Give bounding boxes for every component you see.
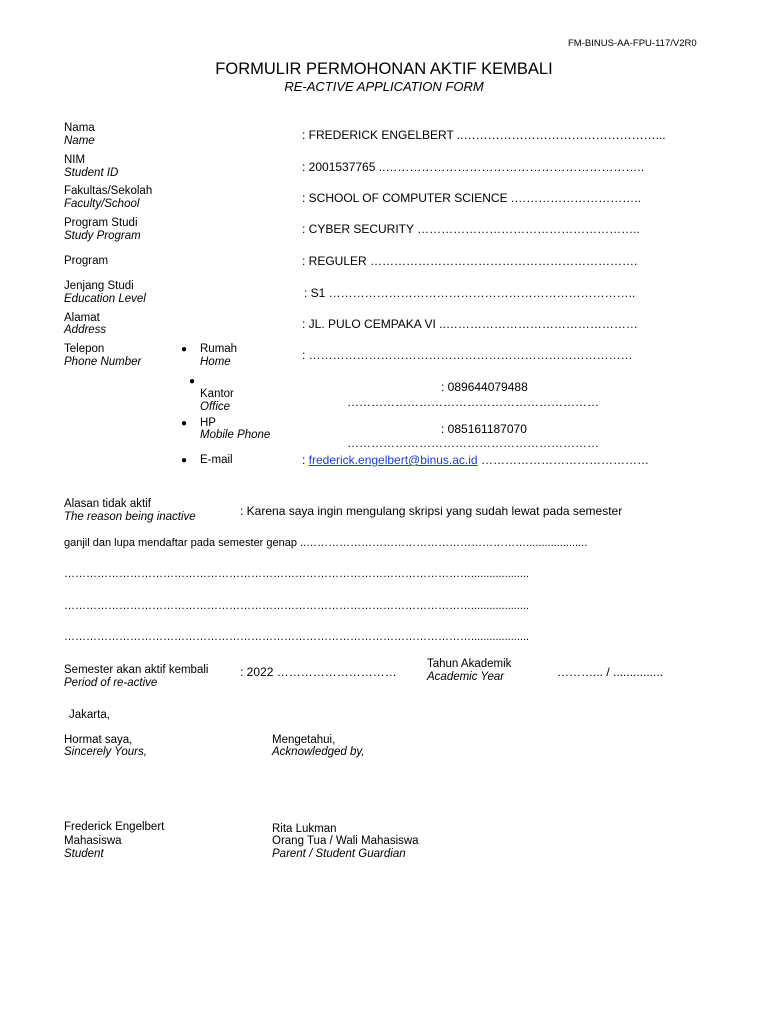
reason-line-5: …………………………………………………………………………………………………................... — [64, 631, 530, 643]
form-title: FORMULIR PERMOHONAN AKTIF KEMBALI — [215, 60, 553, 78]
bullet-icon: ● — [181, 418, 188, 429]
student-name: Frederick Engelbert — [64, 821, 165, 833]
home-phone-label-en: Home — [200, 356, 231, 368]
reason-line-1: : Karena saya ingin mengulang skripsi yang sudah lewat pada semester — [240, 504, 623, 518]
office-phone-label: Kantor — [200, 388, 234, 400]
faculty-label: Fakultas/Sekolah — [64, 185, 153, 197]
reason-line-3: …………………………………………………………………………………………………................... — [64, 568, 530, 580]
address-label: Alamat — [64, 312, 100, 324]
reason-label: Alasan tidak aktif — [64, 498, 151, 510]
name-value: : FREDERICK ENGELBERT ..…………………………………………... — [302, 128, 666, 142]
guardian-role: Orang Tua / Wali Mahasiswa — [272, 835, 419, 847]
form-subtitle: RE-ACTIVE APPLICATION FORM — [284, 79, 484, 94]
nim-value: : 2001537765 ..……………………………………………………….. — [302, 160, 645, 174]
semester-label-en: Period of re-active — [64, 677, 158, 689]
bullet-icon: ● — [181, 455, 188, 466]
mobile-phone-value: : 085161187070 — [441, 422, 527, 436]
student-role-en: Student — [64, 848, 104, 860]
program-value: : REGULER …………………………………………………………. — [302, 254, 638, 268]
name-label: Nama — [64, 122, 95, 134]
home-phone-label: Rumah — [200, 343, 238, 355]
ack-label-en: Acknowledged by, — [272, 746, 365, 758]
study-program-label-en: Study Program — [64, 230, 141, 242]
office-phone-label-en: Office — [200, 401, 231, 413]
academic-year-value: ………... / ............... — [557, 665, 664, 679]
mobile-phone-dots: ……………………………………………………… — [347, 436, 599, 450]
phone-label: Telepon — [64, 343, 105, 355]
phone-label-en: Phone Number — [64, 356, 142, 368]
guardian-name: Rita Lukman — [272, 823, 337, 835]
email-prefix: : — [302, 453, 309, 467]
sender-label: Hormat saya, — [64, 734, 133, 746]
bullet-icon: ● — [181, 344, 188, 355]
office-phone-value: : 089644079488 — [441, 380, 528, 394]
semester-label: Semester akan aktif kembali — [64, 664, 209, 676]
semester-value: : 2022 ………………………… — [240, 665, 397, 679]
ack-label: Mengetahui, — [272, 734, 336, 746]
faculty-value: : SCHOOL OF COMPUTER SCIENCE .………………………….. — [302, 191, 641, 205]
nim-label: NIM — [64, 154, 86, 166]
address-value: : JL. PULO CEMPAKA VI ..………………………………………… — [302, 317, 638, 331]
program-label: Program — [64, 255, 109, 267]
study-program-label: Program Studi — [64, 217, 138, 229]
email-link[interactable]: frederick.engelbert@binus.ac.id — [308, 453, 478, 467]
bullet-icon: ● — [189, 376, 196, 387]
reason-label-en: The reason being inactive — [64, 511, 196, 523]
academic-year-label: Tahun Akademik — [427, 658, 512, 670]
office-phone-dots: ……………………………………………………… — [347, 395, 599, 409]
academic-year-label-en: Academic Year — [427, 671, 505, 683]
city: Jakarta, — [69, 709, 110, 721]
nim-label-en: Student ID — [64, 167, 119, 179]
education-level-label-en: Education Level — [64, 293, 146, 305]
address-label-en: Address — [64, 324, 107, 336]
home-phone-value: : ……………………………………………………………………… — [302, 348, 633, 362]
form-code: FM-BINUS-AA-FPU-117/V2R0 — [568, 38, 697, 49]
reason-line-4: …………………………………………………………………………………………………................... — [64, 600, 530, 612]
name-label-en: Name — [64, 135, 95, 147]
mobile-phone-label-en: Mobile Phone — [200, 429, 271, 441]
faculty-label-en: Faculty/School — [64, 198, 140, 210]
study-program-value: : CYBER SECURITY ……………………………………………….. — [302, 222, 640, 236]
email-dots: …………………………………… — [477, 453, 649, 467]
student-role: Mahasiswa — [64, 835, 122, 847]
mobile-phone-label: HP — [200, 417, 216, 429]
reason-line-2: ganjil dan lupa mendaftar pada semester genap ..…………………………………………………….................... — [64, 537, 588, 549]
guardian-role-en: Parent / Student Guardian — [272, 848, 406, 860]
education-level-label: Jenjang Studi — [64, 280, 134, 292]
email-row — [302, 453, 672, 467]
education-level-value: : S1 ………………………………………………………………….. — [304, 286, 636, 300]
sender-label-en: Sincerely Yours, — [64, 746, 147, 758]
email-label: E-mail — [200, 454, 233, 466]
